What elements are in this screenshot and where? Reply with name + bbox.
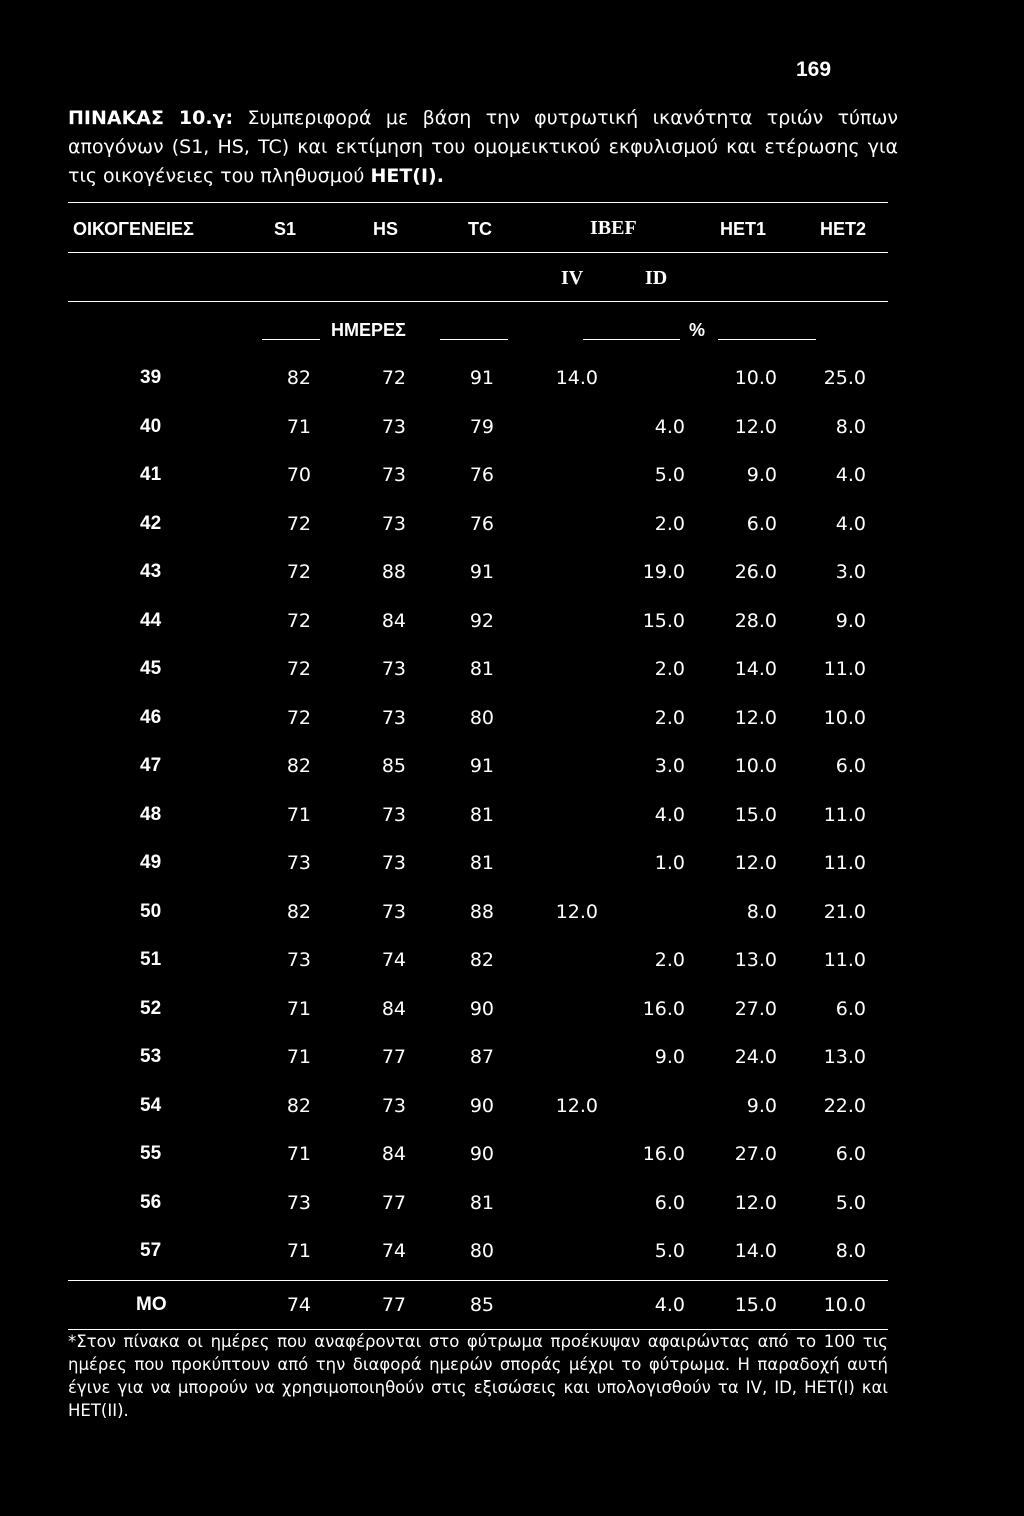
cell-fam: 45 [140,658,162,679]
cell-fam: 55 [140,1143,162,1164]
cell-hs: 74 [381,949,406,971]
cell-het1: 12.0 [734,1192,777,1214]
cell-hs: 73 [381,901,406,923]
cell-id: 16.0 [642,1143,685,1165]
cell-iv: 12.0 [555,901,598,923]
cell-s1: 73 [286,852,311,874]
cell-hs: 72 [381,367,406,389]
cell-s1: 73 [286,1192,311,1214]
header-ibef-rule [68,252,888,253]
cell-fam: 43 [140,561,162,582]
cell-hs: 73 [381,852,406,874]
cell-s1: 72 [286,561,311,583]
header-percent: % [689,320,706,340]
cell-het1: 15.0 [734,804,777,826]
cell-het1: 27.0 [734,1143,777,1165]
cell-id: 16.0 [642,998,685,1020]
cell-tc: 87 [469,1046,494,1068]
cell-het1: 27.0 [734,998,777,1020]
cell-het2: 4.0 [835,513,866,535]
cell-s1: 72 [286,610,311,632]
cell-het1: 9.0 [746,1095,777,1117]
header-het2: HET2 [820,219,867,239]
cell-tc: 80 [469,707,494,729]
cell-s1: 70 [286,464,311,486]
cell-het1: 26.0 [734,561,777,583]
cell-s1: 71 [286,804,311,826]
cell-s1: 71 [286,1240,311,1262]
cell-s1: 71 [286,416,311,438]
cell-fam: 50 [140,901,162,922]
cell-het2: 13.0 [823,1046,866,1068]
header-hs: HS [373,219,399,239]
percent-rule-right [718,339,816,340]
cell-tc: 80 [469,1240,494,1262]
days-rule-left [262,339,320,340]
cell-tc: 91 [469,367,494,389]
cell-s1: 71 [286,998,311,1020]
cell-iv: 14.0 [555,367,598,389]
cell-id: 2.0 [654,949,685,971]
cell-tc: 90 [469,998,494,1020]
cell-het1: 12.0 [734,852,777,874]
cell-tc: 81 [469,1192,494,1214]
cell-het2: 3.0 [835,561,866,583]
cell-fam: 40 [140,416,162,437]
page-number: 169 [796,58,832,81]
cell-het1: 9.0 [746,464,777,486]
header-days: ΗΜΕΡΕΣ [331,320,406,340]
caption-lead: ΠΙΝΑΚΑΣ 10.γ: [68,107,234,129]
cell-het2: 6.0 [835,755,866,777]
cell-tc: 92 [469,610,494,632]
days-rule-right [440,339,508,340]
cell-id: 4.0 [654,804,685,826]
header-top-rule [68,202,888,203]
cell-tc: 91 [469,561,494,583]
cell-s1: 71 [286,1046,311,1068]
cell-tc: 76 [469,464,494,486]
cell-fam: 47 [140,755,162,776]
cell-s1: 72 [286,707,311,729]
cell-hs: 73 [381,464,406,486]
cell-s1: 72 [286,513,311,535]
cell-id: 3.0 [654,755,685,777]
cell-id: 6.0 [654,1192,685,1214]
mean-cell-fam: MO [136,1294,167,1315]
cell-het2: 8.0 [835,1240,866,1262]
cell-id: 4.0 [654,416,685,438]
cell-het1: 10.0 [734,755,777,777]
cell-het1: 28.0 [734,610,777,632]
cell-hs: 73 [381,658,406,680]
cell-id: 15.0 [642,610,685,632]
cell-hs: 73 [381,513,406,535]
cell-het2: 22.0 [823,1095,866,1117]
cell-het2: 10.0 [823,707,866,729]
header-tc: TC [468,219,492,239]
header-s1: S1 [274,219,297,239]
cell-het2: 21.0 [823,901,866,923]
cell-tc: 88 [469,901,494,923]
cell-hs: 77 [381,1192,406,1214]
cell-id: 5.0 [654,464,685,486]
cell-het1: 14.0 [734,658,777,680]
cell-fam: 51 [140,949,162,970]
header-id: ID [645,267,668,289]
cell-tc: 76 [469,513,494,535]
caption-tail: HET(I). [370,165,444,187]
mean-cell-id: 4.0 [654,1294,685,1316]
cell-fam: 54 [140,1095,162,1116]
cell-hs: 74 [381,1240,406,1262]
cell-s1: 72 [286,658,311,680]
cell-het1: 12.0 [734,416,777,438]
header-iv: IV [561,267,584,289]
cell-s1: 82 [286,1095,311,1117]
percent-rule-left [583,339,680,340]
cell-id: 2.0 [654,658,685,680]
footnote: *Στον πίνακα οι ημέρες που αναφέρονται στο φύτρωμα προέκυψαν αφαιρώντας από το 100 τις ημέρες που προκύπτουν από την διαφορά ημερών σποράς μέχρι το φύτρωμα. Η παραδοχή αυτή έγινε για να μπορούν να χρησιμοποιηθούν στις εξισώσεις και υπολογισθούν τα IV, ID, HET(I) και HET(II). [68,1332,888,1420]
cell-fam: 57 [140,1240,162,1261]
cell-s1: 82 [286,901,311,923]
cell-fam: 42 [140,513,162,534]
cell-fam: 41 [140,464,162,485]
cell-iv: 12.0 [555,1095,598,1117]
header-iv-id-rule [68,301,888,302]
cell-id: 1.0 [654,852,685,874]
cell-fam: 56 [140,1192,162,1213]
cell-het2: 11.0 [823,804,866,826]
cell-het1: 13.0 [734,949,777,971]
cell-id: 19.0 [642,561,685,583]
header-ibef: IBEF [590,217,637,239]
cell-id: 5.0 [654,1240,685,1262]
cell-tc: 91 [469,755,494,777]
cell-hs: 85 [381,755,406,777]
mean-cell-het1: 15.0 [734,1294,777,1316]
mean-cell-s1: 74 [286,1294,311,1316]
cell-het1: 24.0 [734,1046,777,1068]
cell-id: 2.0 [654,513,685,535]
cell-het2: 9.0 [835,610,866,632]
cell-het2: 5.0 [835,1192,866,1214]
cell-tc: 79 [469,416,494,438]
mean-cell-het2: 10.0 [823,1294,866,1316]
cell-id: 9.0 [654,1046,685,1068]
cell-hs: 73 [381,804,406,826]
cell-hs: 88 [381,561,406,583]
cell-tc: 81 [469,658,494,680]
cell-fam: 52 [140,998,162,1019]
cell-hs: 77 [381,1046,406,1068]
cell-het1: 12.0 [734,707,777,729]
cell-hs: 73 [381,1095,406,1117]
cell-fam: 46 [140,707,162,728]
cell-s1: 73 [286,949,311,971]
cell-tc: 81 [469,804,494,826]
cell-hs: 73 [381,416,406,438]
cell-het2: 6.0 [835,998,866,1020]
cell-hs: 73 [381,707,406,729]
cell-het2: 4.0 [835,464,866,486]
mean-cell-tc: 85 [469,1294,494,1316]
cell-het2: 25.0 [823,367,866,389]
cell-fam: 39 [140,367,162,388]
cell-fam: 49 [140,852,162,873]
cell-het2: 6.0 [835,1143,866,1165]
cell-tc: 81 [469,852,494,874]
table-caption [68,104,898,191]
cell-het2: 11.0 [823,658,866,680]
cell-het1: 8.0 [746,901,777,923]
cell-s1: 71 [286,1143,311,1165]
header-families: ΟΙΚΟΓΕΝΕΙΕΣ [73,219,194,239]
cell-fam: 44 [140,610,162,631]
cell-het2: 11.0 [823,949,866,971]
header-het1: HET1 [720,219,767,239]
cell-tc: 82 [469,949,494,971]
cell-fam: 53 [140,1046,162,1067]
cell-hs: 84 [381,998,406,1020]
cell-het1: 6.0 [746,513,777,535]
caption-text: Συμπεριφορά με βάση την φυτρωτική ικανότητα τριών τύπων απογόνων (S1, HS, TC) και εκτίμηση του ομομεικτικού εκφυλισμού και ετέρωσης για τις οικογένειες του πληθυσμού [68,107,898,187]
cell-s1: 82 [286,755,311,777]
cell-fam: 48 [140,804,162,825]
cell-het2: 11.0 [823,852,866,874]
mean-top-rule [68,1280,888,1281]
cell-tc: 90 [469,1095,494,1117]
cell-het2: 8.0 [835,416,866,438]
cell-het1: 14.0 [734,1240,777,1262]
cell-het1: 10.0 [734,367,777,389]
cell-hs: 84 [381,1143,406,1165]
mean-cell-hs: 77 [381,1294,406,1316]
cell-hs: 84 [381,610,406,632]
cell-tc: 90 [469,1143,494,1165]
cell-s1: 82 [286,367,311,389]
cell-id: 2.0 [654,707,685,729]
